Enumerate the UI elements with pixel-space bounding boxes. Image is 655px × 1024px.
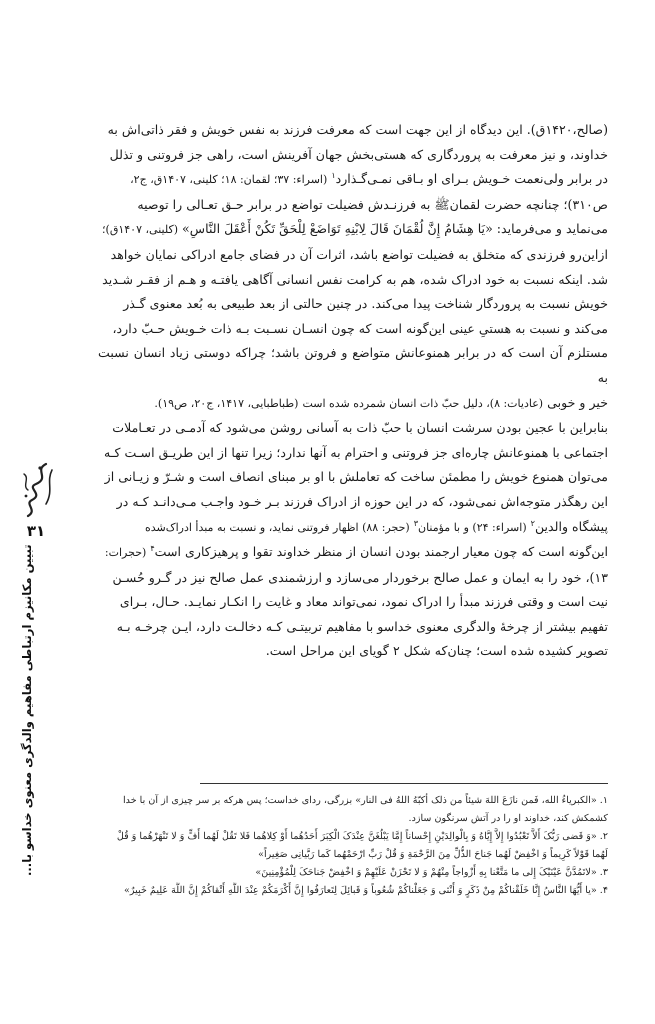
footnote-line: ۳. «لاتَمُدَّنَّ عَیْنَیْکَ إِلی ما مَتَّعْنا بِهِ أَزْواجاً مِنْهُمْ وَ لا تَحْزَنْ عَلَیْهِمْ وَ اخْفِضْ جَناحَکَ لِلْمُؤْمِنِینَ» [255, 867, 608, 878]
body-line [98, 217, 608, 243]
citation: (اسراء: ۲۴) و با مؤمنان [417, 520, 527, 534]
body-line: خداوند، و نیز معرفت به پروردگاری که هستی‌بخش جهان آفرینش است، راهی جز فروتنی و تذلل [109, 146, 608, 162]
body-line: مستلزم آن است که در برابر همنوعانش متواضع و فروتن باشد؛ چراکه دوستی زیاد انسان نسبت به [98, 345, 608, 385]
body-line: اجتماعی با همنوعانش چاره‌ای جز فروتنی و احترام به آنها ندارد؛ زیرا تنها از این طریـق اسـت کـه [104, 444, 608, 460]
body-line [98, 167, 608, 193]
body-line: ازاین‌رو فرزندی که متخلق به فضیلت تواضع باشد، اثرات آن در فضای جامع ادراکی نمایان خواهد [110, 246, 608, 262]
body-line: بنابراین با عجین بودن سرشت انسان با حبّ ذات به آسانی روشن می‌شود که آدمـی در تعـاملات [112, 420, 608, 436]
footnote-line: کشمکش کند، خداوند او را در آتش سرنگون سازد. [408, 813, 608, 824]
footnote-line: ۱. «الکبریاءُ الله، فَمن نازَعَ اللهَ شیئاً من ذلک أکبّهُ اللهُ فی النار» بزرگی، ردای خداست؛ پس هرکه بر سر چیزی از آن با خدا [123, 795, 608, 806]
body-line-text: پیشگاه والدین [534, 518, 608, 534]
body-line [98, 391, 608, 417]
footnote-marker: ۴ [150, 543, 155, 553]
body-line-text: در برابر ولی‌نعمت خـویش بـرای او بـاقی نمـی‌گـذارد [335, 171, 608, 187]
page-number: ۳۱ [26, 522, 46, 540]
body-line-text: خیر و خوبی [547, 394, 608, 410]
body-line: ص۳۱۰)؛ چنانچه حضرت لقمانﷺ به فرزنـدش فضیلت تواضع در برابر حـق تعـالی را توصیه [137, 196, 608, 212]
citation: (عادیات: ۸)، دلیل حبّ ذات انسان شمرده شده است [302, 396, 544, 410]
footnote-line: لَهُما قَوْلاً کَرِیماً وَ اخْفِضْ لَهُما جَناحَ الذُّلِّ مِنَ الرَّحْمَةِ وَ قُلْ رَبِّ ارْحَمْهُما کَما رَبَّیانِی صَغِیراً» [258, 849, 608, 860]
running-title: تبیین مکانیزم ارتباطی مفاهیم والدگری معنوی خداسو با... [20, 544, 34, 876]
footnote-divider [200, 783, 608, 784]
body-line: ۱۳)، خود را به ایمان و عمل صالح برخوردار می‌سازد و ارزشمندی عمل صالح نیز در گـرو حُسـن [112, 569, 608, 585]
footnote-marker: ۱ [331, 171, 336, 180]
body-line: این رهگذر متوجه‌اش نمی‌شود، که در این حوزه از ادراک فرزند بـر خـود واجـب مـی‌دانـد کـه در [116, 493, 608, 509]
body-line [98, 540, 608, 566]
body-line: می‌کند و نسبت به هستیِ عینی این‌گونه است که چون انسـان نسـبت بـه ذات خـویش حـبّ دارد، [112, 320, 608, 336]
body-line: تصویر کشیده شده است؛ چنان‌که شکل ۲ گویای این مراحل است. [265, 643, 608, 659]
body-text [98, 118, 608, 664]
side-margin [12, 460, 60, 876]
body-line: تفهیم بیشتر از چرخهٔ والدگری معنوی خداسو با مفاهیم تربیتـی کـه دخالـت دارد، ایـن چرخـه بـه [116, 618, 608, 634]
citation: (طباطبایی، ۱۴۱۷، ج۲۰، ص۱۹). [154, 396, 299, 410]
body-line: خویش نسبت به پروردگار شناخت پیدا می‌کند. در چنین حالتی از بعد طبیعی به بُعد معنوی گـذر [123, 296, 608, 312]
footnote-marker: ۳ [413, 518, 418, 528]
footnote-marker: ۲ [530, 518, 535, 528]
body-line: نیت است و وقتی فرزند مبدأ را ادراک نمود، نمی‌تواند معاد و غایت را انکـار نمایـد. حـال، بـرای [119, 594, 608, 610]
calligraphy-logo-icon [16, 460, 58, 520]
citation: (کلینی، ۱۴۰۷ق)؛ [102, 223, 179, 237]
footnotes [92, 792, 608, 900]
body-line [98, 515, 608, 541]
citation: (اسراء: ۳۷؛ لقمان: ۱۸؛ کلینی، ۱۴۰۷ق، ج۲، [130, 173, 328, 187]
citation: (حجرات: [104, 546, 147, 560]
body-line: (صالح،۱۴۲۰ق). این دیدگاه از این جهت است که معرفت فرزند به نفس خویش و فقر ذاتی‌اش به [107, 122, 608, 137]
footnote-line: ۲. «وَ قَضی رَبُّکَ أَلاَّ تَعْبُدُوا إِلاَّ إِیَّاهُ وَ بِالْوالِدَیْنِ إِحْساناً إِمَّا یَبْلُغَنَّ عِنْدَکَ الْکِبَرَ أَحَدُهُما أَوْ کِلاهُما فَلا تَقُلْ لَهُما أُفٍّ وَ لا تَنْهَرْهُما وَ قُلْ [116, 831, 608, 842]
body-line: شد. اینکه نسبت به خود ادراک شده، هم به کرامت نفس انسانی آگاهی یافتـه و هـم از فقـر شـدید [102, 271, 608, 287]
body-line: می‌توان همنوع خویش را مطمئن ساخت که تعاملش با او بر مبنای انصاف است و شـرّ و زیـانی از [104, 469, 608, 485]
body-line-text: می‌نماید و می‌فرماید: «یَا هِشَامُ إِنَّ لُقْمَانَ قَالَ لِابْنِهِ تَوَاضَعْ لِلْحَقِّ تَكُنْ أَعْقَلَ النَّاسِ» [182, 221, 608, 237]
footnote-line: ۴. «یا أَیُّهَا النَّاسُ إِنَّا خَلَقْناکُمْ مِنْ ذَکَرٍ وَ أُنْثی وَ جَعَلْناکُمْ شُعُوباً وَ قَبائِلَ لِتَعارَفُوا إِنَّ أَکْرَمَکُمْ عِنْدَ اللَّهِ أَتْقاکُمْ إِنَّ اللَّهَ عَلِیمٌ خَبِیرٌ» [124, 885, 608, 896]
body-line-text: این‌گونه است که چون معیار ارجمند بودن انسان از منظر خداوند تقوا و پرهیزکاری است [154, 544, 608, 560]
citation: (حجر: ۸۸) اظهار فروتنی نماید، و نسبت به مبدأ ادراک‌شده [144, 520, 410, 534]
